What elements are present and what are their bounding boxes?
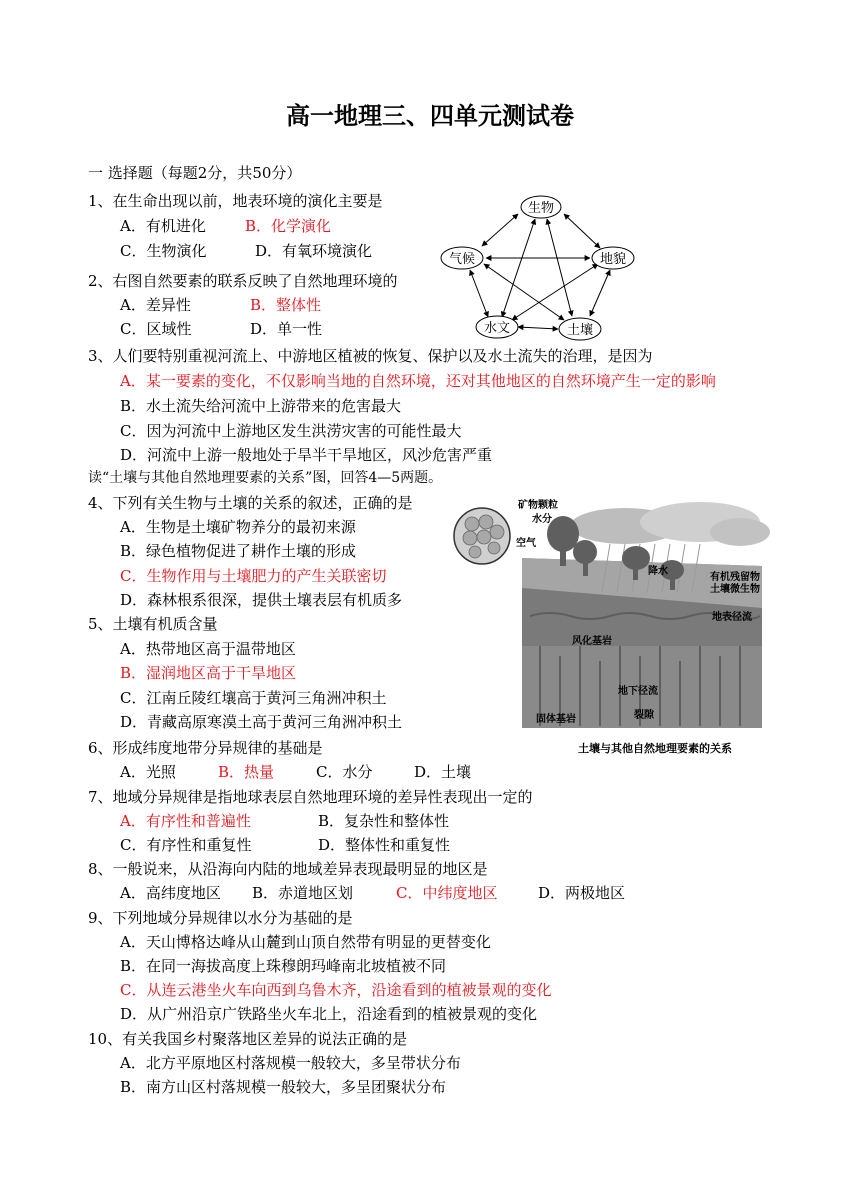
q7-option-c: C．有序性和重复性 bbox=[120, 836, 252, 854]
element-relationship-diagram bbox=[440, 192, 650, 342]
q8-stem: 8、一般说来，从沿海向内陆的地域差异表现最明显的地区是 bbox=[88, 860, 488, 878]
q6-stem: 6、形成纬度地带分异规律的基础是 bbox=[88, 739, 323, 757]
link-landform-water bbox=[512, 264, 598, 320]
link-bio-climate bbox=[482, 214, 518, 246]
link-landform-soil bbox=[590, 270, 610, 316]
q3-option-d: D．河流中上游一般地处于旱半干旱地区，风沙危害严重 bbox=[120, 446, 493, 464]
label-underground: 地下径流 bbox=[618, 686, 658, 697]
node-bio: 生物 bbox=[527, 201, 555, 216]
q6-option-d: D．土壤 bbox=[414, 763, 472, 781]
soil-relationship-diagram bbox=[450, 496, 780, 758]
q10-stem: 10、有关我国乡村聚落地区差异的说法正确的是 bbox=[88, 1030, 408, 1048]
q1-stem: 1、在生命出现以前，地表环境的演化主要是 bbox=[88, 192, 383, 210]
label-runoff: 地表径流 bbox=[712, 612, 752, 623]
label-air: 空气 bbox=[516, 538, 536, 549]
q4-stem: 4、下列有关生物与土壤的关系的叙述，正确的是 bbox=[88, 494, 413, 512]
q5-stem: 5、土壤有机质含量 bbox=[88, 615, 218, 633]
label-weathered: 风化基岩 bbox=[572, 636, 612, 647]
q5-option-c: C．江南丘陵红壤高于黄河三角洲冲积土 bbox=[120, 689, 387, 707]
q9-option-d: D．从广州沿京广铁路坐火车北上，沿途看到的植被景观的变化 bbox=[120, 1005, 538, 1023]
q9-option-a: A．天山博格达峰从山麓到山顶自然带有明显的更替变化 bbox=[120, 933, 491, 951]
q5-option-b: B．湿润地区高于干旱地区 bbox=[120, 664, 297, 682]
q2-option-d: D．单一性 bbox=[250, 320, 323, 338]
label-rain: 降水 bbox=[648, 566, 668, 577]
q4-option-b: B．绿色植物促进了耕作土壤的形成 bbox=[120, 542, 357, 560]
read-note: 读“土壤与其他自然地理要素的关系”图，回答4—5两题。 bbox=[88, 470, 443, 486]
q3-option-c: C．因为河流中上游地区发生洪涝灾害的可能性最大 bbox=[120, 422, 462, 440]
q1-option-b: B．化学演化 bbox=[245, 217, 332, 235]
node-water: 水文 bbox=[483, 321, 511, 336]
link-water-soil bbox=[518, 327, 558, 329]
section-heading: 一 选择题（每题2分，共50分） bbox=[88, 164, 302, 182]
q7-stem: 7、地域分异规律是指地球表层自然地理环境的差异性表现出一定的 bbox=[88, 788, 533, 806]
q9-option-b: B．在同一海拔高度上珠穆朗玛峰南北坡植被不同 bbox=[120, 957, 447, 975]
label-microbe: 土壤微生物 bbox=[710, 584, 760, 595]
q6-option-c: C．水分 bbox=[316, 763, 373, 781]
link-climate-water bbox=[470, 270, 488, 317]
node-landform: 地貌 bbox=[599, 252, 627, 267]
q6-option-b: B．热量 bbox=[218, 763, 275, 781]
q2-stem: 2、右图自然要素的联系反映了自然地理环境的 bbox=[88, 272, 398, 290]
q3-stem: 3、人们要特别重视河流上、中游地区植被的恢复、保护以及水土流失的治理，是因为 bbox=[88, 347, 653, 365]
q3-option-b: B．水土流失给河流中上游带来的危害最大 bbox=[120, 397, 402, 415]
q8-option-c: C．中纬度地区 bbox=[396, 884, 498, 902]
q4-option-d: D．森林根系很深，提供土壤表层有机质多 bbox=[120, 591, 403, 609]
q1-option-c: C．生物演化 bbox=[120, 242, 207, 260]
q1-option-a: A．有机进化 bbox=[120, 217, 206, 235]
q4-option-c: C．生物作用与土壤肥力的产生关联密切 bbox=[120, 567, 387, 585]
label-bedrock: 固体基岩 bbox=[536, 714, 576, 725]
q2-option-a: A．差异性 bbox=[120, 296, 191, 314]
q7-option-d: D．整体性和重复性 bbox=[318, 836, 451, 854]
q8-option-b: B．赤道地区划 bbox=[252, 884, 354, 902]
soil-diagram-caption: 土壤与其他自然地理要素的关系 bbox=[578, 742, 732, 755]
q2-option-b: B．整体性 bbox=[250, 296, 322, 314]
q4-option-a: A．生物是土壤矿物养分的最初来源 bbox=[120, 518, 356, 536]
q9-option-c: C．从连云港坐火车向西到乌鲁木齐，沿途看到的植被景观的变化 bbox=[120, 981, 552, 999]
node-soil: 土壤 bbox=[566, 323, 594, 338]
label-water: 水分 bbox=[532, 514, 552, 525]
label-mineral: 矿物颗粒 bbox=[518, 500, 558, 511]
page-title: 高一地理三、四单元测试卷 bbox=[286, 102, 574, 130]
q9-stem: 9、下列地域分异规律以水分为基础的是 bbox=[88, 909, 353, 927]
q10-option-b: B．南方山区村落规模一般较大，多呈团聚状分布 bbox=[120, 1078, 447, 1096]
q2-option-c: C．区域性 bbox=[120, 320, 192, 338]
node-climate: 气候 bbox=[448, 252, 476, 267]
link-bio-water bbox=[502, 219, 535, 317]
link-bio-landform bbox=[564, 214, 600, 248]
label-fissure: 裂隙 bbox=[634, 710, 654, 721]
q10-option-a: A．北方平原地区村落规模一般较大，多呈带状分布 bbox=[120, 1054, 461, 1072]
q5-option-d: D．青藏高原寒漠土高于黄河三角洲冲积土 bbox=[120, 713, 403, 731]
q3-option-a: A．某一要素的变化，不仅影响当地的自然环境，还对其他地区的自然环境产生一定的影响 bbox=[120, 372, 716, 390]
q7-option-b: B．复杂性和整体性 bbox=[318, 812, 450, 830]
label-organic: 有机残留物 bbox=[710, 572, 760, 583]
q6-option-a: A．光照 bbox=[120, 763, 176, 781]
q5-option-a: A．热带地区高于温带地区 bbox=[120, 640, 296, 658]
q7-option-a: A．有序性和普遍性 bbox=[120, 812, 251, 830]
q8-option-a: A．高纬度地区 bbox=[120, 884, 221, 902]
q1-option-d: D．有氧环境演化 bbox=[255, 242, 373, 260]
q8-option-d: D．两极地区 bbox=[538, 884, 626, 902]
link-bio-soil bbox=[547, 219, 572, 316]
